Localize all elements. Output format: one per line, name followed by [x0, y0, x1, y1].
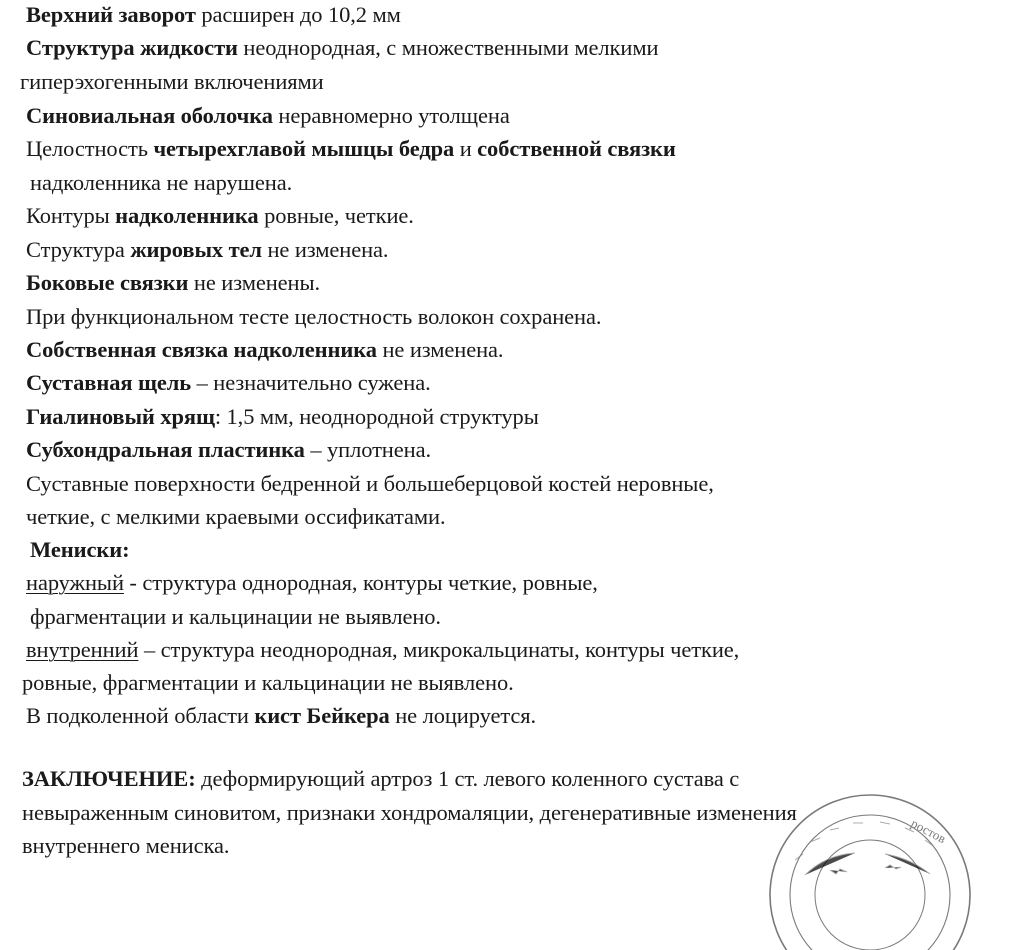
- text-line-6: [30, 172, 292, 195]
- text-line-16: [26, 506, 446, 529]
- text-line-20: [26, 639, 739, 662]
- text-run: Верхний заворот: [26, 2, 196, 27]
- text-run: жировых тел: [130, 237, 262, 262]
- text-line-8: [26, 239, 388, 262]
- text-line-19: [30, 606, 441, 629]
- text-run: внутренний: [26, 637, 139, 662]
- text-run: не изменена.: [376, 337, 504, 362]
- text-run: – структура неоднородная, микрокальцинаты, контуры четкие,: [138, 637, 740, 662]
- text-line-17: [30, 539, 129, 562]
- text-line-4: [26, 105, 510, 128]
- text-run: Мениски:: [30, 537, 130, 562]
- text-run: надколенника: [115, 203, 259, 228]
- text-line-22: [26, 705, 536, 728]
- text-line-21: [22, 672, 514, 695]
- text-run: невыраженным синовитом, признаки хондромаляции, дегенеративные изменения: [22, 800, 797, 825]
- text-run: Целостность: [26, 136, 154, 161]
- text-run: четкие, с мелкими краевыми оссификатами.: [26, 504, 446, 529]
- text-run: не изменена.: [261, 237, 389, 262]
- text-run: Собственная связка надколенника: [26, 337, 377, 362]
- text-run: гиперэхогенными включениями: [20, 69, 324, 94]
- text-line-2: [26, 37, 658, 60]
- text-run: Контуры: [26, 203, 116, 228]
- text-run: Боковые связки: [26, 270, 189, 295]
- text-run: фрагментации и кальцинации не выявлено.: [30, 604, 441, 629]
- text-line-14: [26, 439, 431, 462]
- text-run: не лоцируется.: [389, 703, 537, 728]
- text-run: Суставные поверхности бедренной и большеберцовой костей неровные,: [26, 471, 714, 496]
- text-run: деформирующий артроз 1 ст. левого коленного сустава с: [195, 766, 740, 791]
- text-run: Субхондральная пластинка: [26, 437, 305, 462]
- text-line-12: [26, 372, 431, 395]
- text-line-11: [26, 339, 503, 362]
- text-run: неравномерно утолщена: [272, 103, 510, 128]
- text-line-18: [26, 572, 598, 595]
- text-line-1: [26, 4, 401, 27]
- text-run: : 1,5 мм, неоднородной структуры: [214, 404, 539, 429]
- text-run: надколенника не нарушена.: [30, 170, 293, 195]
- text-line-25: [22, 835, 229, 858]
- text-run: ЗАКЛЮЧЕНИЕ:: [22, 766, 196, 791]
- text-run: Структура: [26, 237, 131, 262]
- text-line-10: [26, 306, 601, 329]
- text-run: В подколенной области: [26, 703, 255, 728]
- text-run: Структура жидкости: [26, 35, 238, 60]
- text-line-3: [20, 71, 324, 94]
- text-run: неоднородная, с множественными мелкими: [237, 35, 659, 60]
- text-run: Синовиальная оболочка: [26, 103, 273, 128]
- text-run: наружный: [26, 570, 124, 595]
- text-run: расширен до 10,2 мм: [195, 2, 401, 27]
- text-line-15: [26, 473, 714, 496]
- text-run: ровные, фрагментации и кальцинации не выявлено.: [22, 670, 514, 695]
- text-run: – уплотнена.: [304, 437, 431, 462]
- text-line-13: [26, 406, 539, 429]
- text-line-9: [26, 272, 320, 295]
- text-run: не изменены.: [188, 270, 321, 295]
- text-run: Суставная щель: [26, 370, 192, 395]
- text-run: внутреннего мениска.: [22, 833, 230, 858]
- text-run: четырехглавой мышцы бедра: [153, 136, 455, 161]
- text-line-24: [22, 802, 797, 825]
- text-line-7: [26, 205, 414, 228]
- text-run: При функциональном тесте целостность волокон сохранена.: [26, 304, 602, 329]
- text-run: кист Бейкера: [254, 703, 390, 728]
- text-run: собственной связки: [477, 136, 676, 161]
- text-run: Гиалиновый хрящ: [26, 404, 215, 429]
- text-run: ровные, четкие.: [258, 203, 414, 228]
- text-line-23: [22, 768, 739, 791]
- text-run: и: [454, 136, 478, 161]
- stamp-seal: [735, 790, 995, 950]
- text-run: - структура однородная, контуры четкие, ровные,: [123, 570, 598, 595]
- text-run: – незначительно сужена.: [191, 370, 431, 395]
- stamp-text: ростов: [908, 815, 949, 847]
- text-line-5: [26, 138, 676, 161]
